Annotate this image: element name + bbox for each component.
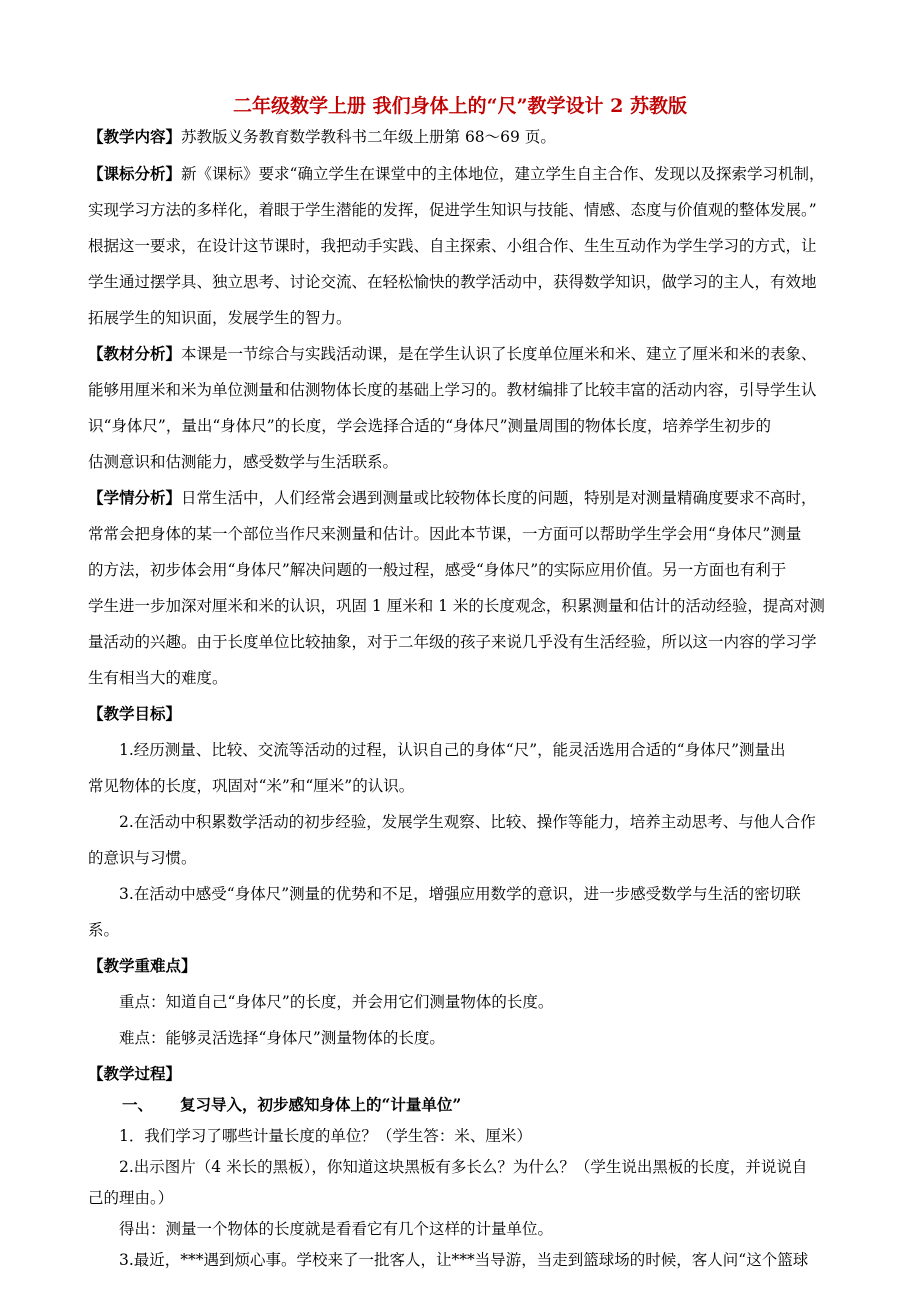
students-text: 日常生活中，人们经常会遇到测量或比较物体长度的问题，特别是对测量精确度要求不高时， — [181, 489, 817, 507]
students-label: 【学情分析】 — [88, 488, 182, 507]
content-text: 苏教版义务教育数学教科书二年级上册第 68～69 页。 — [181, 128, 556, 146]
process-line-2: 2.出示图片（4 米长的黑板），你知道这块黑板有多长么？为什么？（学生说出黑板的长度，并说说自 — [119, 1158, 808, 1176]
process-label: 【教学过程】 — [88, 1064, 182, 1083]
textbook-text: 本课是一节综合与实践活动课，是在学生认识了长度单位厘米和米、建立了厘米和米的表象、 — [181, 345, 817, 363]
process-line-3: 己的理由。） — [88, 1189, 174, 1207]
students-line-6: 生有相当大的难度。 — [88, 669, 228, 687]
process-line-4: 得出：测量一个物体的长度就是看看它有几个这样的计量单位。 — [119, 1220, 554, 1238]
keypoints-line-2: 难点：能够灵活选择“身体尺”测量物体的长度。 — [119, 1029, 445, 1047]
curriculum-line-3: 根据这一要求，在设计这节课时，我把动手实践、自主探索、小组合作、生生互动作为学生学习的方式，让 — [88, 237, 817, 255]
document-title: 二年级数学上册 我们身体上的“尺”教学设计 2 苏教版 — [233, 95, 687, 117]
textbook-line-1 — [88, 343, 817, 365]
textbook-line-4: 估测意识和估测能力，感受数学与生活联系。 — [88, 453, 399, 471]
curriculum-label: 【课标分析】 — [88, 164, 182, 183]
goals-line-2: 常见物体的长度，巩固对“米”和“厘米”的认识。 — [88, 777, 415, 795]
process-step-number: 一、 — [122, 1095, 154, 1114]
curriculum-text: 新《课标》要求“确立学生在课堂中的主体地位，建立学生自主合作、发现以及探索学习机制， — [181, 165, 825, 183]
curriculum-line-4: 学生通过摆学具、独立思考、讨论交流、在轻松愉快的教学活动中，获得数学知识，做学习的主人，有效地 — [88, 273, 817, 291]
students-line-3: 的方法，初步体会用“身体尺”解决问题的一般过程，感受“身体尺”的实际应用价值。另一方面也有利于 — [88, 561, 787, 579]
goals-line-6: 系。 — [88, 921, 120, 939]
content-label: 【教学内容】 — [88, 127, 182, 146]
students-line-5: 量活动的兴趣。由于长度单位比较抽象，对于二年级的孩子来说几乎没有生活经验，所以这一内容的学习学 — [88, 633, 817, 651]
keypoints-label: 【教学重难点】 — [88, 956, 197, 975]
content-paragraph — [88, 126, 556, 148]
goals-line-3: 2.在活动中积累数学活动的初步经验，发展学生观察、比较、操作等能力，培养主动思考、与他人合作 — [119, 813, 816, 831]
students-line-4: 学生进一步加深对厘米和米的认识，巩固 1 厘米和 1 米的长度观念，积累测量和估计的活动经验，提高对测 — [88, 597, 825, 615]
goals-label: 【教学目标】 — [88, 704, 182, 723]
students-line-1 — [88, 487, 817, 509]
curriculum-line-1 — [88, 163, 824, 185]
curriculum-line-2: 实现学习方法的多样化，着眼于学生潜能的发挥，促进学生知识与技能、情感、态度与价值观的整体发展。” — [88, 201, 817, 219]
textbook-line-2: 能够用厘米和米为单位测量和估测物体长度的基础上学习的。教材编排了比较丰富的活动内容，引导学生认 — [88, 381, 817, 399]
students-line-2: 常常会把身体的某一个部位当作尺来测量和估计。因此本节课，一方面可以帮助学生学会用“身体尺”测量 — [88, 525, 802, 543]
goals-line-1: 1.经历测量、比较、交流等活动的过程，认识自己的身体“尺”，能灵活选用合适的“身体尺”测量出 — [119, 741, 786, 759]
process-line-5: 3.最近，***遇到烦心事。学校来了一批客人，让***当导游，当走到篮球场的时候，客人问“这个篮球 — [119, 1251, 809, 1269]
textbook-line-3: 识“身体尺”，量出“身体尺”的长度，学会选择合适的“身体尺”测量周围的物体长度，培养学生初步的 — [88, 417, 772, 435]
keypoints-line-1: 重点：知道自己“身体尺”的长度，并会用它们测量物体的长度。 — [119, 993, 554, 1011]
process-step-title: 复习导入，初步感知身体上的“计量单位” — [180, 1095, 462, 1114]
curriculum-line-5: 拓展学生的知识面，发展学生的智力。 — [88, 309, 352, 327]
goals-line-5: 3.在活动中感受“身体尺”测量的优势和不足，增强应用数学的意识，进一步感受数学与生活的密切联 — [119, 885, 801, 903]
goals-line-4: 的意识与习惯。 — [88, 849, 197, 867]
process-line-1: 1．我们学习了哪些计量长度的单位？（学生答：米、厘米） — [119, 1127, 532, 1145]
textbook-label: 【教材分析】 — [88, 344, 182, 363]
